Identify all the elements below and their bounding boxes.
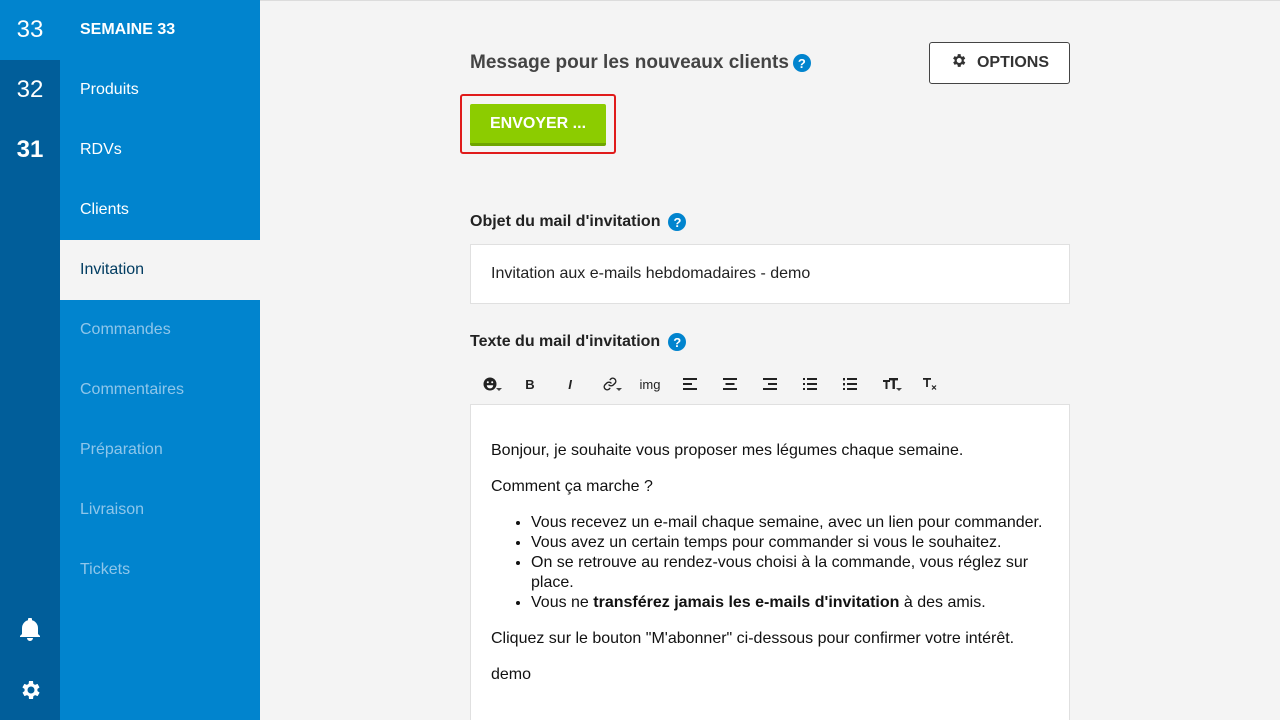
nav-item-commandes[interactable]: Commandes bbox=[80, 321, 171, 338]
subject-label bbox=[470, 213, 686, 231]
options-label: OPTIONS bbox=[976, 54, 1049, 71]
italic-button[interactable]: I bbox=[568, 376, 572, 392]
subject-label-text: Objet du mail d'invitation bbox=[470, 213, 661, 230]
nav-item-commentaires[interactable]: Commentaires bbox=[80, 381, 185, 398]
send-button[interactable]: ENVOYER ... bbox=[470, 104, 606, 146]
help-icon[interactable]: ? bbox=[668, 333, 686, 351]
emoji-button[interactable] bbox=[470, 369, 510, 399]
subject-input[interactable] bbox=[470, 244, 1070, 304]
bold-button[interactable]: B bbox=[525, 376, 535, 392]
main-content bbox=[260, 0, 1280, 720]
chevron-down-icon bbox=[616, 388, 622, 391]
align-center-icon bbox=[723, 378, 737, 390]
body-label bbox=[470, 333, 686, 351]
nav-item-rdvs[interactable]: RDVs bbox=[80, 141, 122, 158]
week-33[interactable]: 33 bbox=[0, 0, 60, 60]
align-center-button[interactable] bbox=[710, 369, 750, 399]
align-left-icon bbox=[683, 378, 697, 390]
page-title bbox=[470, 52, 811, 74]
link-button[interactable] bbox=[590, 369, 630, 399]
list-item: • Vous avez un certain temps pour commander si vous le souhaitez. bbox=[531, 533, 1049, 553]
clear-format-button[interactable] bbox=[910, 369, 950, 399]
nav-item-invitation[interactable]: Invitation bbox=[60, 240, 260, 300]
options-button[interactable] bbox=[929, 42, 1070, 84]
nav-item-preparation[interactable]: Préparation bbox=[80, 441, 163, 458]
page-title-text: Message pour les nouveaux clients bbox=[470, 52, 789, 73]
chevron-down-icon bbox=[496, 388, 502, 391]
nav-item-livraison[interactable]: Livraison bbox=[80, 501, 145, 518]
nav-item-tickets[interactable]: Tickets bbox=[80, 561, 131, 578]
week-rail bbox=[0, 0, 60, 720]
nav-item-clients[interactable]: Clients bbox=[80, 201, 129, 218]
body-greeting: Bonjour, je souhaite vous proposer mes légumes chaque semaine. bbox=[491, 442, 964, 459]
gear-icon[interactable] bbox=[0, 660, 60, 720]
help-icon[interactable]: ? bbox=[668, 213, 686, 231]
list-item: • Vous recevez un e-mail chaque semaine, avec un lien pour commander. bbox=[531, 513, 1049, 533]
body-cta: Cliquez sur le bouton "M'abonner" ci-dessous pour confirmer votre intérêt. bbox=[491, 630, 1015, 647]
link-icon bbox=[603, 377, 617, 391]
bell-icon[interactable] bbox=[0, 600, 60, 660]
numbered-list-button[interactable] bbox=[830, 369, 870, 399]
body-signature: demo bbox=[491, 666, 532, 683]
gear-icon bbox=[950, 52, 967, 74]
help-icon[interactable]: ? bbox=[793, 54, 811, 72]
bullet-text: à des amis. bbox=[899, 594, 986, 611]
align-right-icon bbox=[763, 378, 777, 390]
bullet-list-button[interactable] bbox=[790, 369, 830, 399]
list-item: • On se retrouve au rendez-vous choisi à la commande, vous réglez sur place. bbox=[531, 553, 1049, 593]
image-button[interactable]: img bbox=[639, 376, 661, 392]
list-item bbox=[531, 593, 1049, 613]
nav-item-produits[interactable]: Produits bbox=[80, 81, 139, 98]
chevron-down-icon bbox=[896, 388, 902, 391]
bullet-text: Vous ne bbox=[531, 594, 594, 611]
bullet-list-icon bbox=[803, 378, 817, 390]
sidebar-nav bbox=[60, 0, 260, 720]
align-right-button[interactable] bbox=[750, 369, 790, 399]
editor-toolbar bbox=[470, 369, 1070, 399]
week-title: SEMAINE 33 bbox=[80, 21, 176, 38]
week-32[interactable]: 32 bbox=[16, 76, 44, 103]
body-label-text: Texte du mail d'invitation bbox=[470, 333, 661, 350]
bullet-bold-text: transférez jamais les e-mails d'invitation bbox=[593, 594, 900, 611]
font-size-button[interactable] bbox=[870, 369, 910, 399]
body-bullets bbox=[531, 513, 1049, 613]
week-31[interactable]: 31 bbox=[16, 136, 44, 163]
emoji-icon bbox=[483, 377, 497, 391]
align-left-button[interactable] bbox=[670, 369, 710, 399]
body-how: Comment ça marche ? bbox=[491, 478, 653, 495]
clear-format-icon bbox=[923, 378, 937, 390]
body-editor[interactable] bbox=[470, 404, 1070, 720]
numbered-list-icon bbox=[843, 378, 857, 390]
